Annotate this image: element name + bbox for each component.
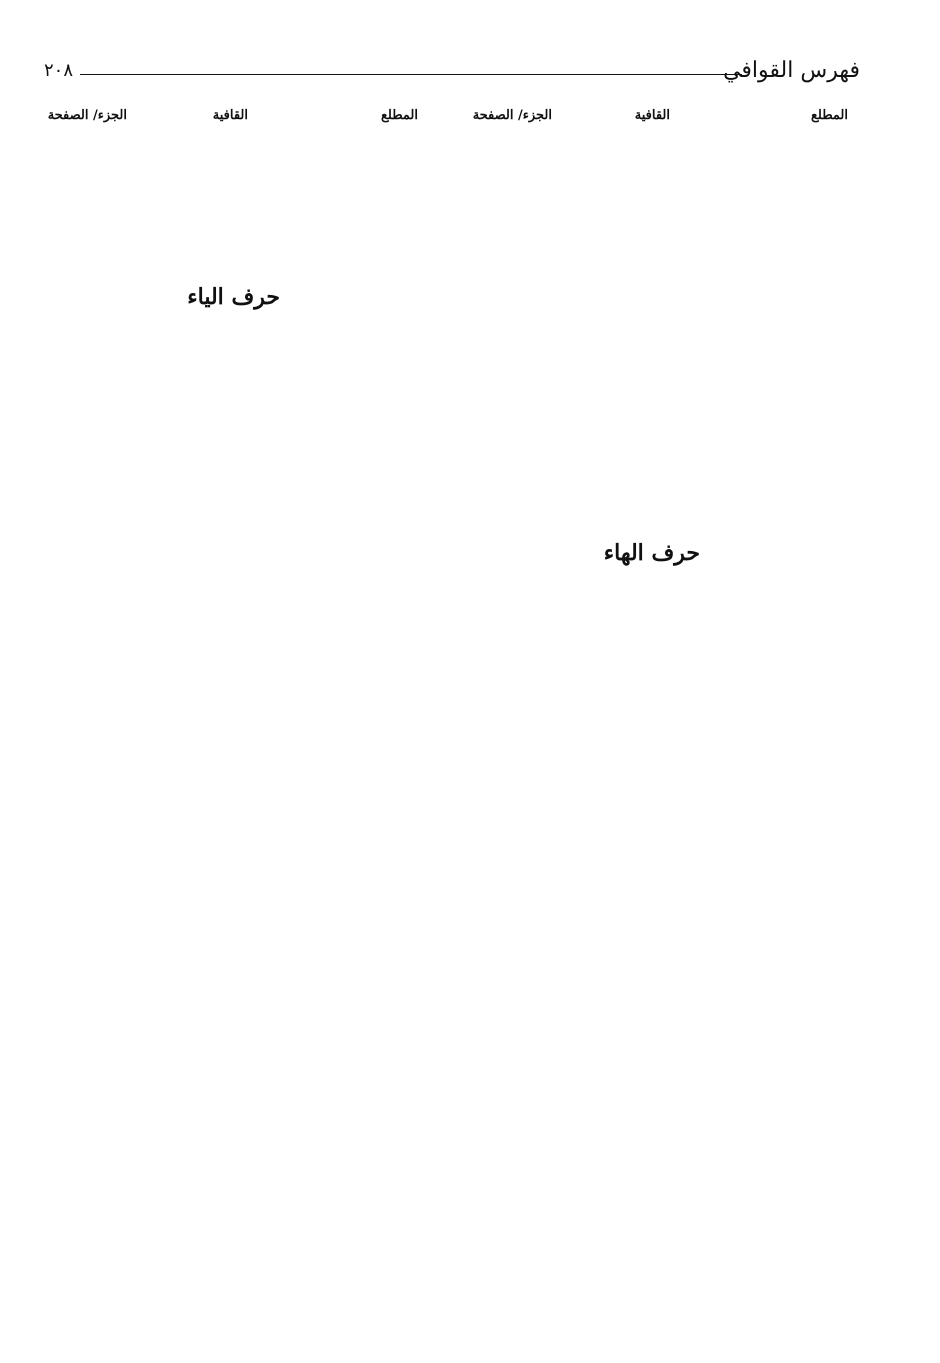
right-head-qafiya: القافية xyxy=(634,108,670,123)
page-header xyxy=(40,58,860,98)
right-section-heading: حرف الهاء xyxy=(603,540,700,566)
page-number: ٢٠٨ xyxy=(44,60,74,81)
left-head-qafiya: القافية xyxy=(212,108,248,123)
right-head-matla: المطلع xyxy=(811,108,848,123)
page-title: فهرس القوافي xyxy=(723,58,860,83)
left-section-heading: حرف الياء xyxy=(187,284,280,310)
left-head-matla: المطلع xyxy=(381,108,418,123)
right-head-ref: الجزء/ الصفحة xyxy=(472,108,552,123)
left-head-ref: الجزء/ الصفحة xyxy=(47,108,127,123)
header-rule xyxy=(80,74,742,75)
